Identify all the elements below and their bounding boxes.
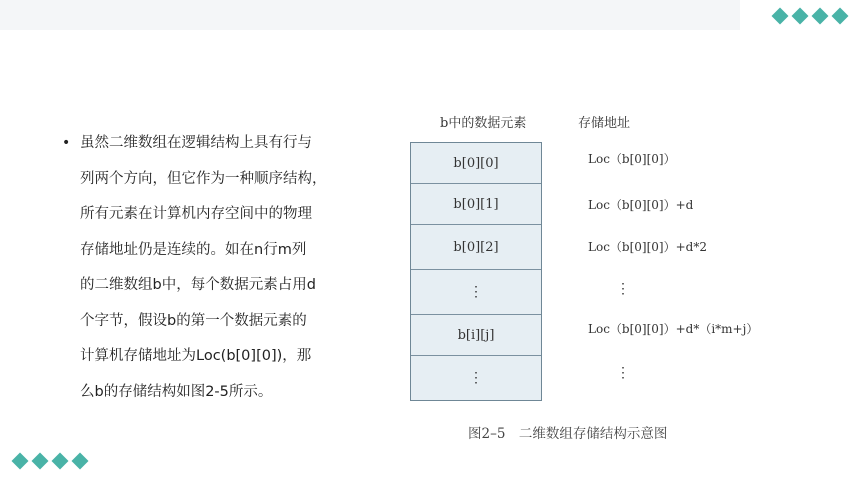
address-label: Loc（b[0][0]）+d*2 (588, 240, 707, 254)
diamond-icon (12, 453, 29, 470)
address-label: Loc（b[0][0]）+d*（i*m+j） (588, 322, 759, 336)
diamond-icon (772, 8, 789, 25)
figure-caption: 图2–5 二维数组存储结构示意图 (468, 426, 668, 442)
diamond-icon (792, 8, 809, 25)
address-label: Loc（b[0][0]）+d (588, 198, 694, 212)
header-elements: b中的数据元素 (440, 116, 527, 131)
top-diamond-decoration (774, 10, 846, 22)
bullet-paragraph: 虽然二维数组在逻辑结构上具有行与 列两个方向，但它作为一种顺序结构， 所有元素在计算机内存空间中的物理 存储地址仍是连续的。如在n行m列 的二维数组b中，每个数据元素占用d 个字节，假设b的第一个数据元素的 计算机存储地址为Loc(b[0][0])，那 么b的存储结构如图2-5所示。 (80, 135, 327, 400)
diamond-icon (812, 8, 829, 25)
top-banner (0, 0, 860, 30)
diamond-icon (32, 453, 49, 470)
element-cell: b[i][j] (411, 315, 541, 356)
element-cell: b[0][1] (411, 184, 541, 225)
element-cell: b[0][2] (411, 225, 541, 270)
bottom-diamond-decoration (14, 455, 86, 467)
element-column (410, 142, 542, 401)
element-cell-ellipsis: ⋮ (469, 370, 483, 386)
top-banner-band (0, 0, 740, 30)
diamond-icon (52, 453, 69, 470)
bullet-dot: • (62, 135, 71, 151)
storage-figure (400, 100, 800, 460)
address-ellipsis: ⋮ (616, 365, 630, 381)
diamond-icon (72, 453, 89, 470)
element-cell: b[0][0] (411, 143, 541, 184)
address-ellipsis: ⋮ (616, 281, 630, 297)
address-label: Loc（b[0][0]） (588, 152, 676, 166)
diamond-icon (832, 8, 849, 25)
element-cell-ellipsis: ⋮ (411, 270, 541, 315)
bullet-item (64, 126, 364, 410)
header-address: 存储地址 (578, 116, 631, 131)
